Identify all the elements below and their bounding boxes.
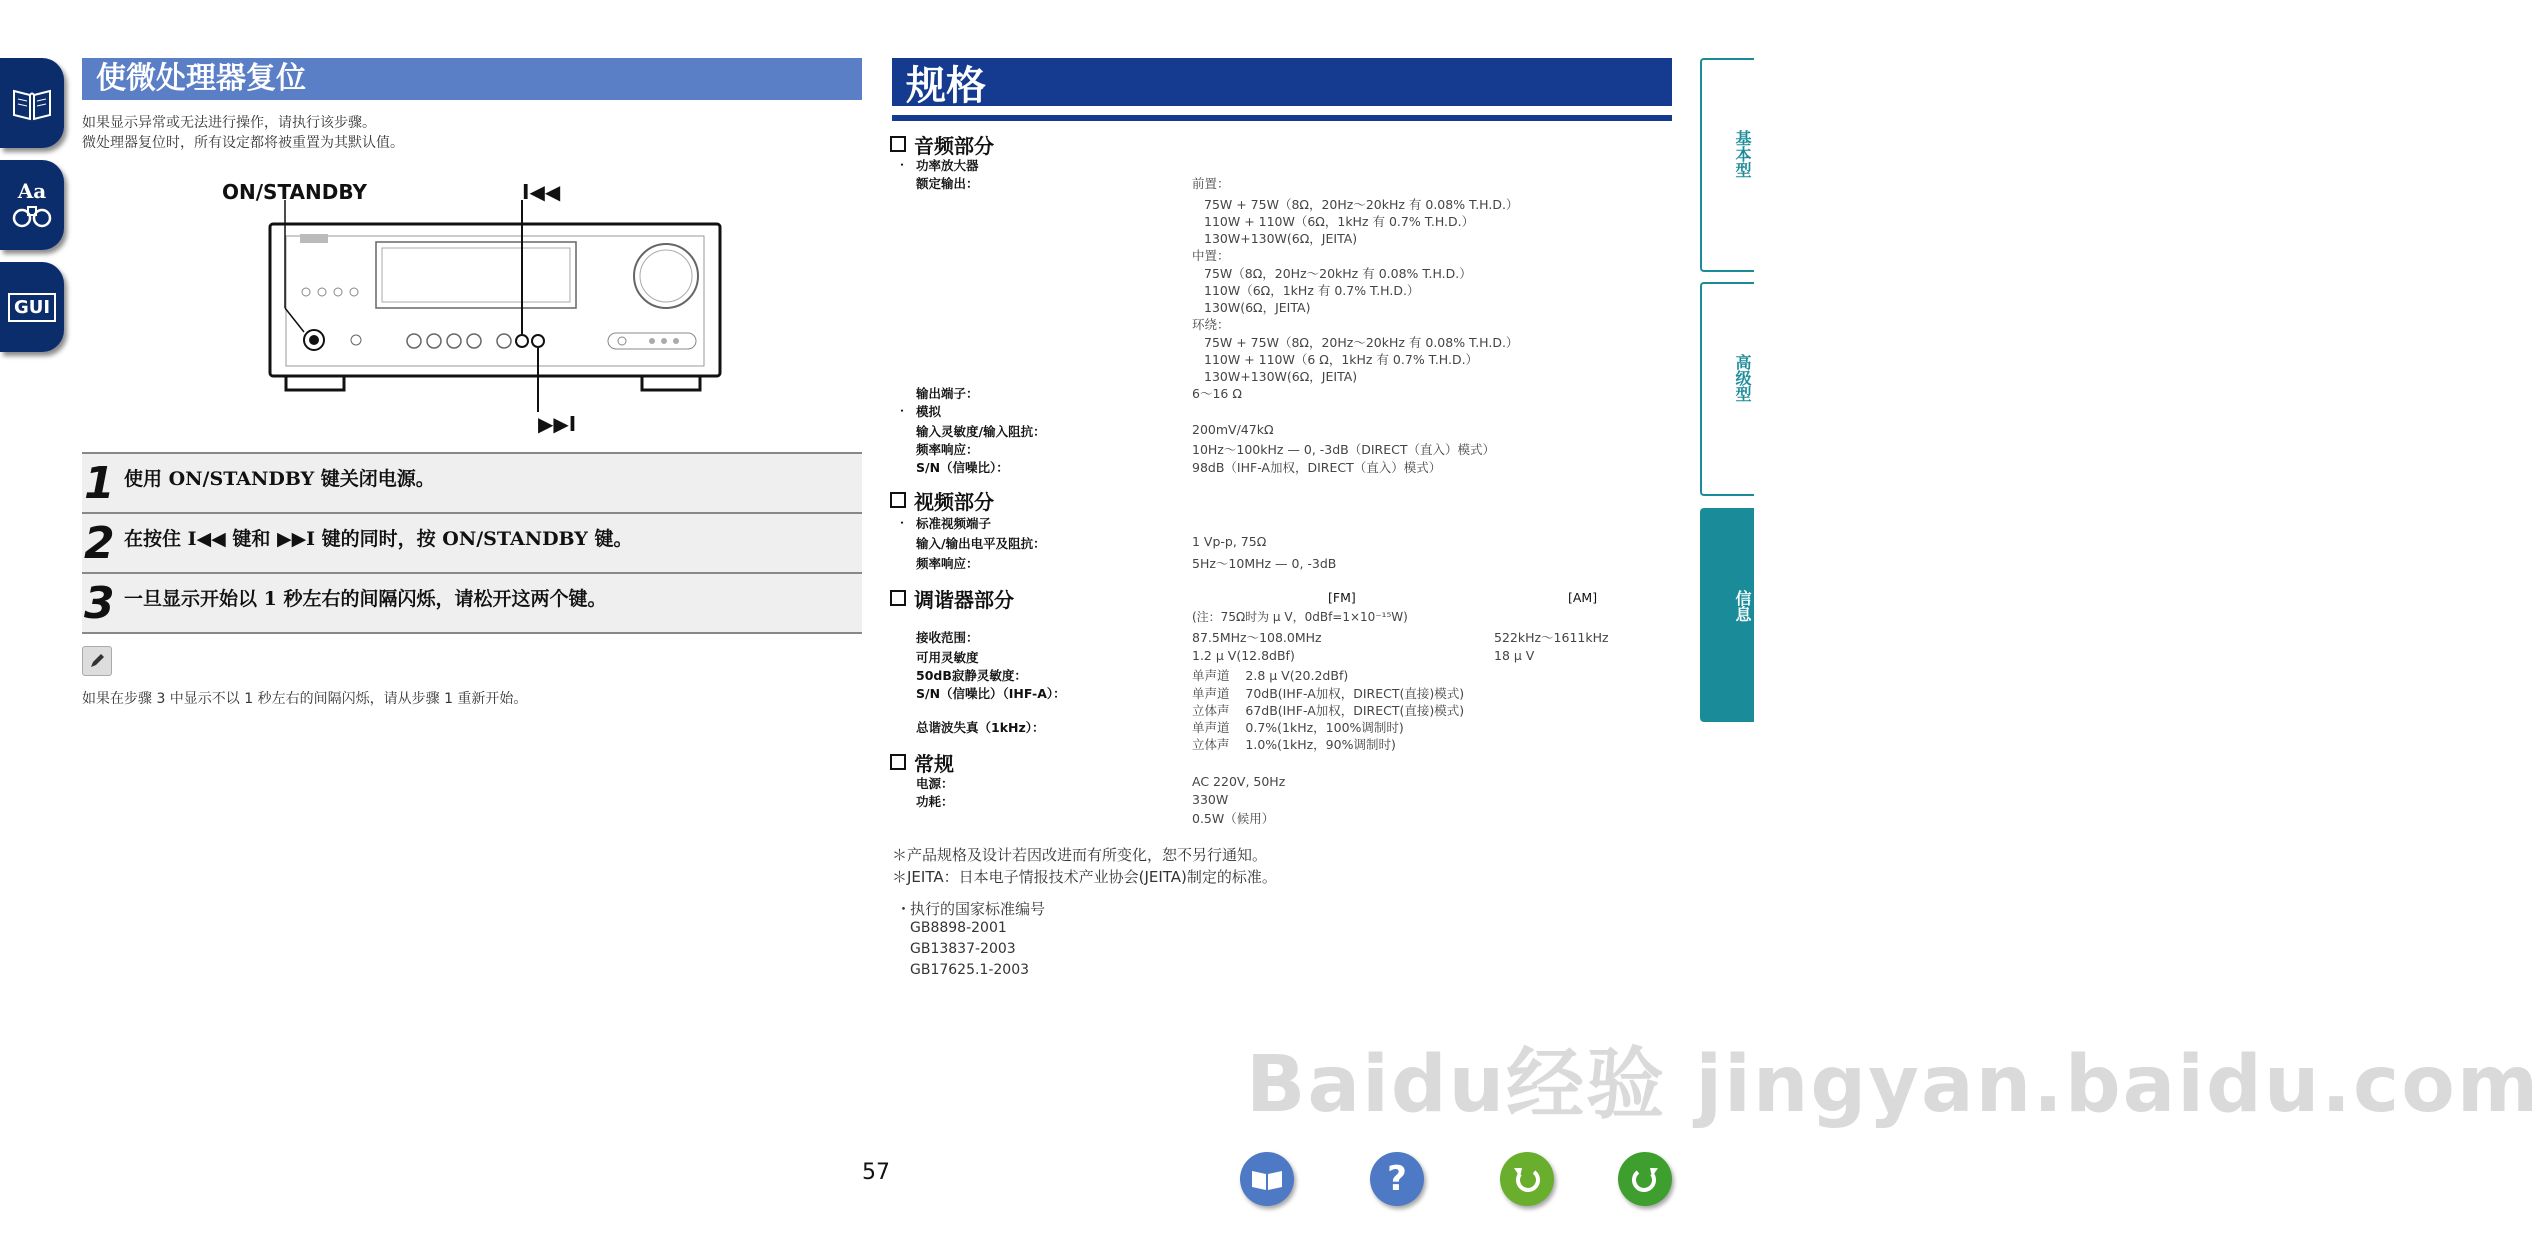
audio-sn-value: 98dB（IHF-A加权，DIRECT（直入）模式）	[1192, 460, 1442, 475]
back-bottom-button[interactable]	[1500, 1152, 1554, 1206]
usable-sens-label: 可用灵敏度	[916, 650, 979, 665]
page-number: 57	[862, 1160, 890, 1185]
tuner-sn-stereo: 立体声 67dB(IHF-A加权，DIRECT(直接)模式)	[1192, 703, 1465, 718]
contents-nav-button[interactable]	[0, 58, 64, 148]
surround-value-1: 75W + 75W（8Ω，20Hz～20kHz 有 0.08% T.H.D.）	[1204, 335, 1519, 350]
spec-heading-underline	[892, 115, 1672, 121]
thd-label: 总谐波失真（1kHz）：	[916, 720, 1045, 735]
front-value-1: 75W + 75W（8Ω，20Hz～20kHz 有 0.08% T.H.D.）	[1204, 197, 1519, 212]
section-title-text: 视频部分	[914, 490, 994, 514]
video-level-label: 输入/输出电平及阻抗：	[916, 536, 1046, 551]
note-text: 如果在步骤 3 中显示不以 1 秒左右的间隔闪烁，请从步骤 1 重新开始。	[82, 691, 528, 707]
book-icon	[1250, 1166, 1284, 1192]
step-text: 一旦显示开始以 1 秒左右的间隔闪烁，请松开这两个键。	[124, 588, 607, 610]
tab-basic[interactable]	[1700, 58, 1754, 272]
tuner-section-title	[890, 584, 1014, 613]
thd-stereo: 立体声 1.0%(1kHz，90%调制时)	[1192, 737, 1396, 752]
book-icon	[10, 83, 54, 123]
help-bottom-button[interactable]	[1370, 1152, 1424, 1206]
index-nav-button[interactable]	[0, 160, 64, 250]
am-header: [AM]	[1568, 590, 1598, 605]
video-section-title	[890, 486, 994, 515]
surround-label: 环绕：	[1192, 317, 1230, 332]
question-icon: ?	[1387, 1159, 1407, 1199]
intro-line-1: 如果显示异常或无法进行操作，请执行该步骤。	[82, 115, 376, 131]
range-am-value: 522kHz～1611kHz	[1494, 630, 1609, 645]
consumption-value: 330W	[1192, 792, 1229, 807]
forward-arrow-icon	[1628, 1162, 1662, 1196]
fm-header: [FM]	[1328, 590, 1356, 605]
bullet: ・	[896, 900, 912, 918]
step-number: 3	[84, 578, 115, 629]
aa-icon: Aa	[17, 179, 47, 203]
bullet: ・	[896, 404, 909, 418]
center-value-3: 130W(6Ω，JEITA)	[1204, 300, 1311, 315]
step-2	[82, 512, 862, 572]
tab-advanced[interactable]	[1700, 282, 1754, 496]
general-section-title	[890, 748, 954, 777]
receiver-front-panel-diagram	[260, 200, 730, 400]
center-value-2: 110W（6Ω，1kHz 有 0.7% T.H.D.）	[1204, 283, 1420, 298]
label-next: ▶▶I	[538, 412, 577, 436]
standard-1: GB8898-2001	[910, 920, 1007, 936]
label-prev: I◀◀	[522, 180, 561, 204]
reset-heading: 使微处理器复位	[82, 58, 862, 100]
gui-icon: GUI	[8, 293, 56, 322]
section-title-text: 常规	[914, 752, 954, 776]
video-bullet: 标准视频端子	[916, 516, 992, 531]
standard-title: 执行的国家标准编号	[910, 900, 1046, 918]
step-number: 2	[84, 518, 115, 569]
spec-heading: 规格	[892, 58, 1672, 114]
audio-sn-label: S/N（信噪比）：	[916, 460, 1009, 475]
step-number: 1	[84, 458, 115, 509]
rated-label: 额定输出：	[916, 176, 979, 191]
binoculars-icon	[11, 201, 53, 229]
output-terminal-value: 6～16 Ω	[1192, 386, 1242, 401]
tuner-sn-mono: 单声道 70dB(IHF-A加权，DIRECT(直接)模式)	[1192, 686, 1465, 701]
input-sens-value: 200mV/47kΩ	[1192, 422, 1274, 437]
front-value-2: 110W + 110W（6Ω，1kHz 有 0.7% T.H.D.）	[1204, 214, 1475, 229]
video-freq-label: 频率响应：	[916, 556, 979, 571]
standby-value: 0.5W（候用）	[1192, 811, 1275, 826]
input-sens-label: 输入灵敏度/输入阻抗：	[916, 424, 1046, 439]
power-label: 电源：	[916, 776, 954, 791]
tab-label: 基本型	[1733, 130, 1752, 178]
step-text: 使用 ON/STANDBY 键关闭电源。	[124, 468, 435, 490]
audio-freq-value: 10Hz～100kHz — 0, -3dB（DIRECT（直入）模式）	[1192, 442, 1496, 457]
amp-bullet: 功率放大器	[916, 158, 979, 173]
audio-section-title	[890, 130, 994, 159]
surround-value-3: 130W+130W(6Ω，JEITA)	[1204, 369, 1358, 384]
tuner-sn-label: S/N（信噪比）（IHF-A）：	[916, 686, 1066, 701]
quiet-sens-value: 单声道 2.8 μ V(20.2dBf)	[1192, 668, 1349, 683]
footnote-1: ＊产品规格及设计若因改进而有所变化，恕不另行通知。	[892, 846, 1268, 864]
tab-info[interactable]	[1700, 508, 1754, 722]
bullet: ・	[896, 516, 909, 530]
bullet: ・	[896, 158, 909, 172]
back-arrow-icon	[1510, 1162, 1544, 1196]
center-value-1: 75W（8Ω，20Hz～20kHz 有 0.08% T.H.D.）	[1204, 266, 1472, 281]
video-level-value: 1 Vp-p, 75Ω	[1192, 534, 1267, 549]
section-title-text: 调谐器部分	[914, 588, 1014, 612]
center-label: 中置：	[1192, 248, 1230, 263]
usable-sens-am-value: 18 μ V	[1494, 648, 1535, 663]
tab-label: 高级型	[1733, 354, 1752, 402]
analog-bullet: 模拟	[916, 404, 942, 419]
gui-nav-button[interactable]	[0, 262, 64, 352]
watermark: Baidu经验 jingyan.baidu.com	[1246, 1040, 2540, 1130]
section-title-text: 音频部分	[914, 134, 994, 158]
forward-bottom-button[interactable]	[1618, 1152, 1672, 1206]
tab-label: 信息	[1733, 590, 1752, 622]
consumption-label: 功耗：	[916, 794, 954, 809]
standard-3: GB17625.1-2003	[910, 962, 1030, 978]
step-3	[82, 572, 862, 634]
footnote-2: ＊JEITA：日本电子情报技术产业协会(JEITA)制定的标准。	[892, 868, 1277, 886]
power-value: AC 220V, 50Hz	[1192, 774, 1286, 789]
tuner-remark: (注：75Ω时为 μ V，0dBf=1×10⁻¹⁵W)	[1192, 610, 1408, 624]
thd-mono: 单声道 0.7%(1kHz，100%调制时)	[1192, 720, 1404, 735]
usable-sens-fm-value: 1.2 μ V(12.8dBf)	[1192, 648, 1295, 663]
quiet-sens-label: 50dB寂静灵敏度：	[916, 668, 1027, 683]
range-fm-value: 87.5MHz～108.0MHz	[1192, 630, 1322, 645]
standard-2: GB13837-2003	[910, 941, 1016, 957]
front-value-3: 130W+130W(6Ω，JEITA)	[1204, 231, 1358, 246]
video-freq-value: 5Hz～10MHz — 0, -3dB	[1192, 556, 1337, 571]
contents-bottom-button[interactable]	[1240, 1152, 1294, 1206]
surround-value-2: 110W + 110W（6 Ω，1kHz 有 0.7% T.H.D.）	[1204, 352, 1479, 367]
output-terminal-label: 输出端子：	[916, 386, 979, 401]
intro-line-2: 微处理器复位时，所有设定都将被重置为其默认值。	[82, 135, 404, 151]
front-label: 前置：	[1192, 176, 1230, 191]
pencil-note-icon	[82, 646, 112, 676]
range-label: 接收范围：	[916, 630, 979, 645]
step-1	[82, 452, 862, 512]
label-on-standby: ON/STANDBY	[222, 180, 367, 204]
step-text: 在按住 I◀◀ 键和 ▶▶I 键的同时，按 ON/STANDBY 键。	[124, 528, 633, 550]
audio-freq-label: 频率响应：	[916, 442, 979, 457]
